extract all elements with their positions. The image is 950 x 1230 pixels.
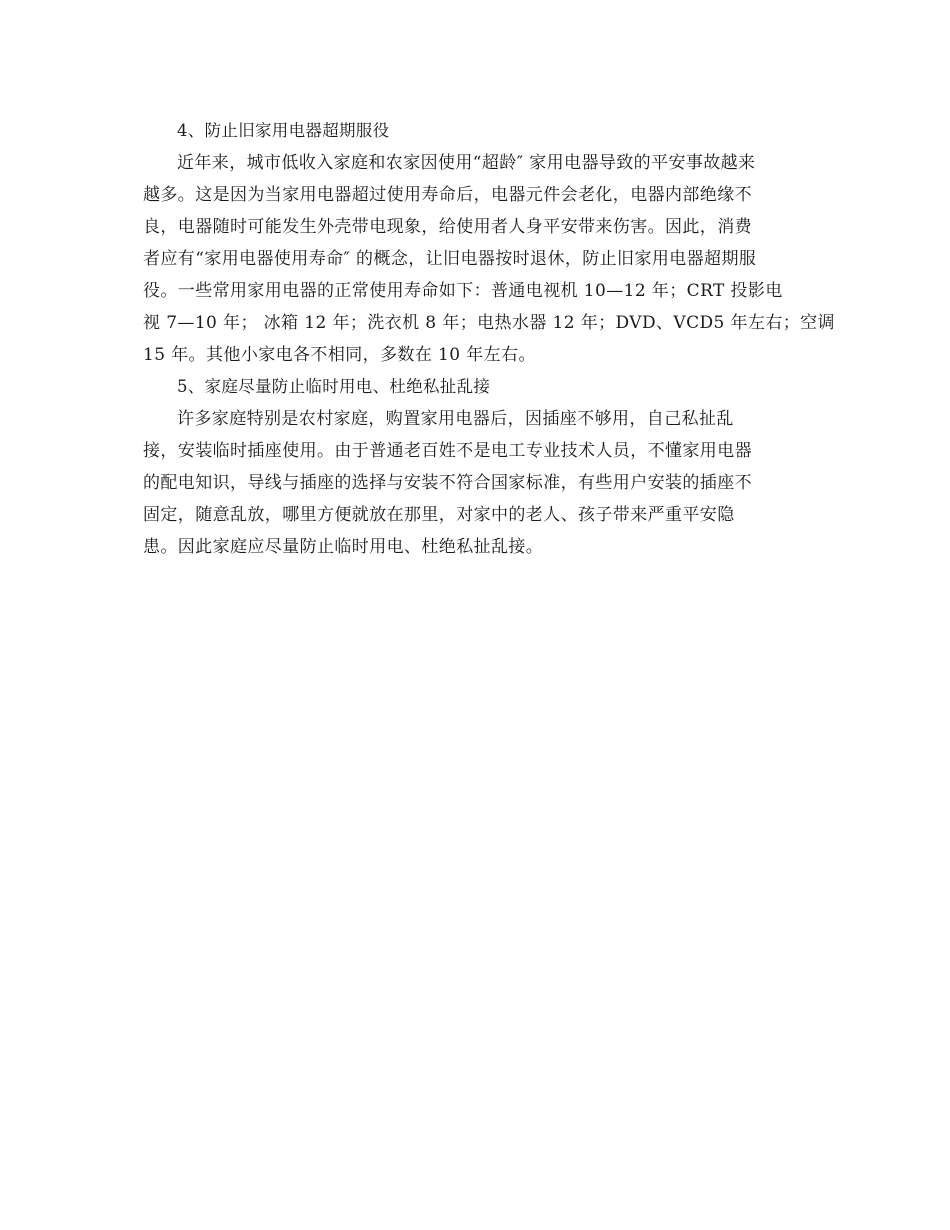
section-heading-5: 5、家庭尽量防止临时用电、杜绝私扯乱接 <box>177 377 491 396</box>
section-paragraph-5 <box>143 403 808 563</box>
paragraph-line: 固定，随意乱放，哪里方便就放在那里，对家中的老人、孩子带来严重平安隐 <box>143 505 735 525</box>
paragraph-line: 的配电知识，导线与插座的选择与安装不符合国家标准，有些用户安装的插座不 <box>143 473 752 493</box>
paragraph-line: 近年来，城市低收入家庭和农家因使用“超龄″ 家用电器导致的平安事故越来 <box>177 153 756 173</box>
paragraph-line: 许多家庭特别是农村家庭，购置家用电器后，因插座不够用，自己私扯乱 <box>177 409 734 429</box>
paragraph-line: 15 年。其他小家电各不相同，多数在 10 年左右。 <box>143 345 536 365</box>
paragraph-line: 视 7—10 年； 冰箱 12 年；洗衣机 8 年；电热水器 12 年；DVD、VCD5 年左右；空调 <box>143 313 835 333</box>
paragraph-line: 者应有“家用电器使用寿命″ 的概念，让旧电器按时退休，防止旧家用电器超期服 <box>143 249 757 269</box>
paragraph-line: 役。一些常用家用电器的正常使用寿命如下：普通电视机 10—12 年；CRT 投影电 <box>143 281 783 301</box>
document-body <box>143 115 835 563</box>
section-paragraph-4 <box>143 147 835 371</box>
paragraph-line: 越多。这是因为当家用电器超过使用寿命后，电器元件会老化，电器内部绝缘不 <box>143 185 752 205</box>
paragraph-line: 接，安装临时插座使用。由于普通老百姓不是电工专业技术人员，不懂家用电器 <box>143 441 752 461</box>
paragraph-line: 患。因此家庭应尽量防止临时用电、杜绝私扯乱接。 <box>143 537 544 557</box>
section-heading-4: 4、防止旧家用电器超期服役 <box>177 121 390 140</box>
paragraph-line: 良，电器随时可能发生外壳带电现象，给使用者人身平安带来伤害。因此，消费 <box>143 217 752 237</box>
